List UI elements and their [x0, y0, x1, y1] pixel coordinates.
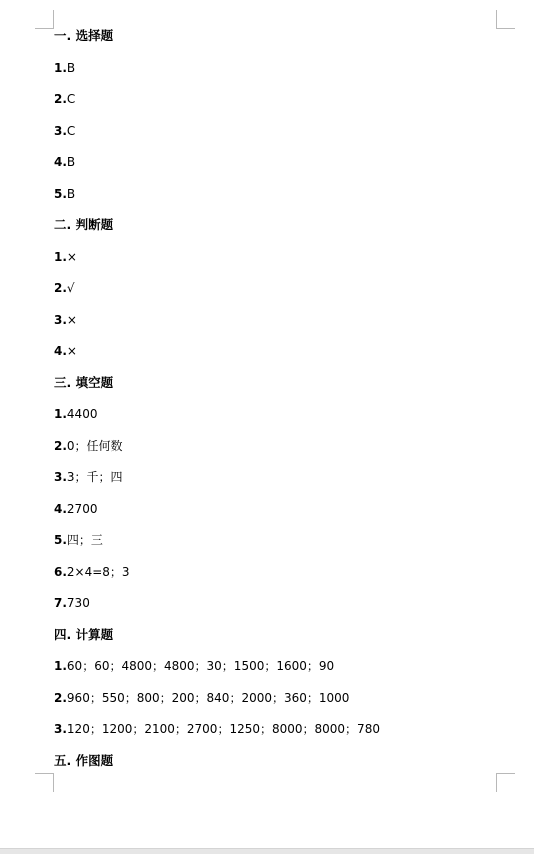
answer-line [54, 469, 494, 501]
section-heading: 一. 选择题 [54, 28, 114, 43]
item-number: 2. [54, 690, 67, 705]
item-answer: 2×4=8；3 [66, 564, 130, 579]
answer-line [54, 406, 494, 438]
answer-line [54, 564, 494, 596]
item-answer: × [66, 249, 77, 264]
item-number: 1. [54, 60, 67, 75]
crop-mark-top-right [496, 10, 515, 29]
crop-mark-bottom-right [496, 773, 515, 792]
item-answer: C [66, 92, 76, 106]
item-answer: B [66, 60, 76, 75]
section-heading: 五. 作图题 [54, 752, 114, 768]
item-answer: × [66, 312, 77, 327]
answer-line [54, 532, 494, 564]
item-answer: √ [66, 281, 75, 295]
item-number: 3. [54, 312, 67, 327]
item-answer: × [66, 344, 77, 358]
item-answer: 四；三 [66, 533, 103, 547]
item-number: 5. [54, 533, 67, 547]
item-number: 6. [54, 564, 67, 579]
item-number: 2. [54, 281, 67, 295]
item-number: 4. [54, 344, 67, 358]
item-number: 3. [54, 722, 67, 736]
item-number: 4. [54, 501, 67, 516]
section-heading: 四. 计算题 [54, 626, 114, 642]
answer-line [54, 721, 494, 753]
item-number: 7. [54, 596, 67, 610]
answer-line [54, 343, 494, 375]
answer-line [54, 595, 494, 627]
item-answer: 60；60；4800；4800；30；1500；1600；90 [66, 659, 335, 673]
item-answer: 4400 [66, 407, 98, 421]
item-number: 1. [54, 407, 67, 421]
item-number: 3. [54, 123, 67, 138]
section-heading: 三. 填空题 [54, 374, 114, 390]
crop-mark-bottom-left [35, 773, 54, 792]
item-number: 2. [54, 438, 67, 453]
item-answer: B [66, 155, 76, 169]
item-answer: 0；任何数 [66, 438, 123, 453]
item-answer: C [66, 123, 76, 138]
answer-line [54, 249, 494, 281]
answer-line [54, 438, 494, 470]
item-number: 1. [54, 659, 67, 673]
answer-line [54, 60, 494, 92]
answer-line [54, 658, 494, 690]
item-answer: 120；1200；2100；2700；1250；8000；8000；780 [66, 722, 380, 736]
item-number: 2. [54, 92, 67, 106]
answer-key [54, 28, 494, 784]
answer-line [54, 91, 494, 123]
page-bottom-edge [0, 848, 534, 854]
answer-line [54, 186, 494, 218]
item-answer: 3；千；四 [66, 470, 123, 484]
item-answer: 960；550；800；200；840；2000；360；1000 [66, 690, 350, 705]
answer-line [54, 123, 494, 155]
answer-line [54, 154, 494, 186]
item-number: 3. [54, 470, 67, 484]
item-answer: B [66, 186, 76, 201]
answer-line [54, 280, 494, 312]
answer-line [54, 690, 494, 722]
item-answer: 730 [66, 596, 90, 610]
crop-mark-top-left [35, 10, 54, 29]
item-number: 4. [54, 155, 67, 169]
section-heading: 二. 判断题 [54, 217, 114, 232]
item-number: 5. [54, 186, 67, 201]
answer-line [54, 312, 494, 344]
item-answer: 2700 [66, 501, 98, 516]
answer-line [54, 501, 494, 533]
item-number: 1. [54, 249, 67, 264]
